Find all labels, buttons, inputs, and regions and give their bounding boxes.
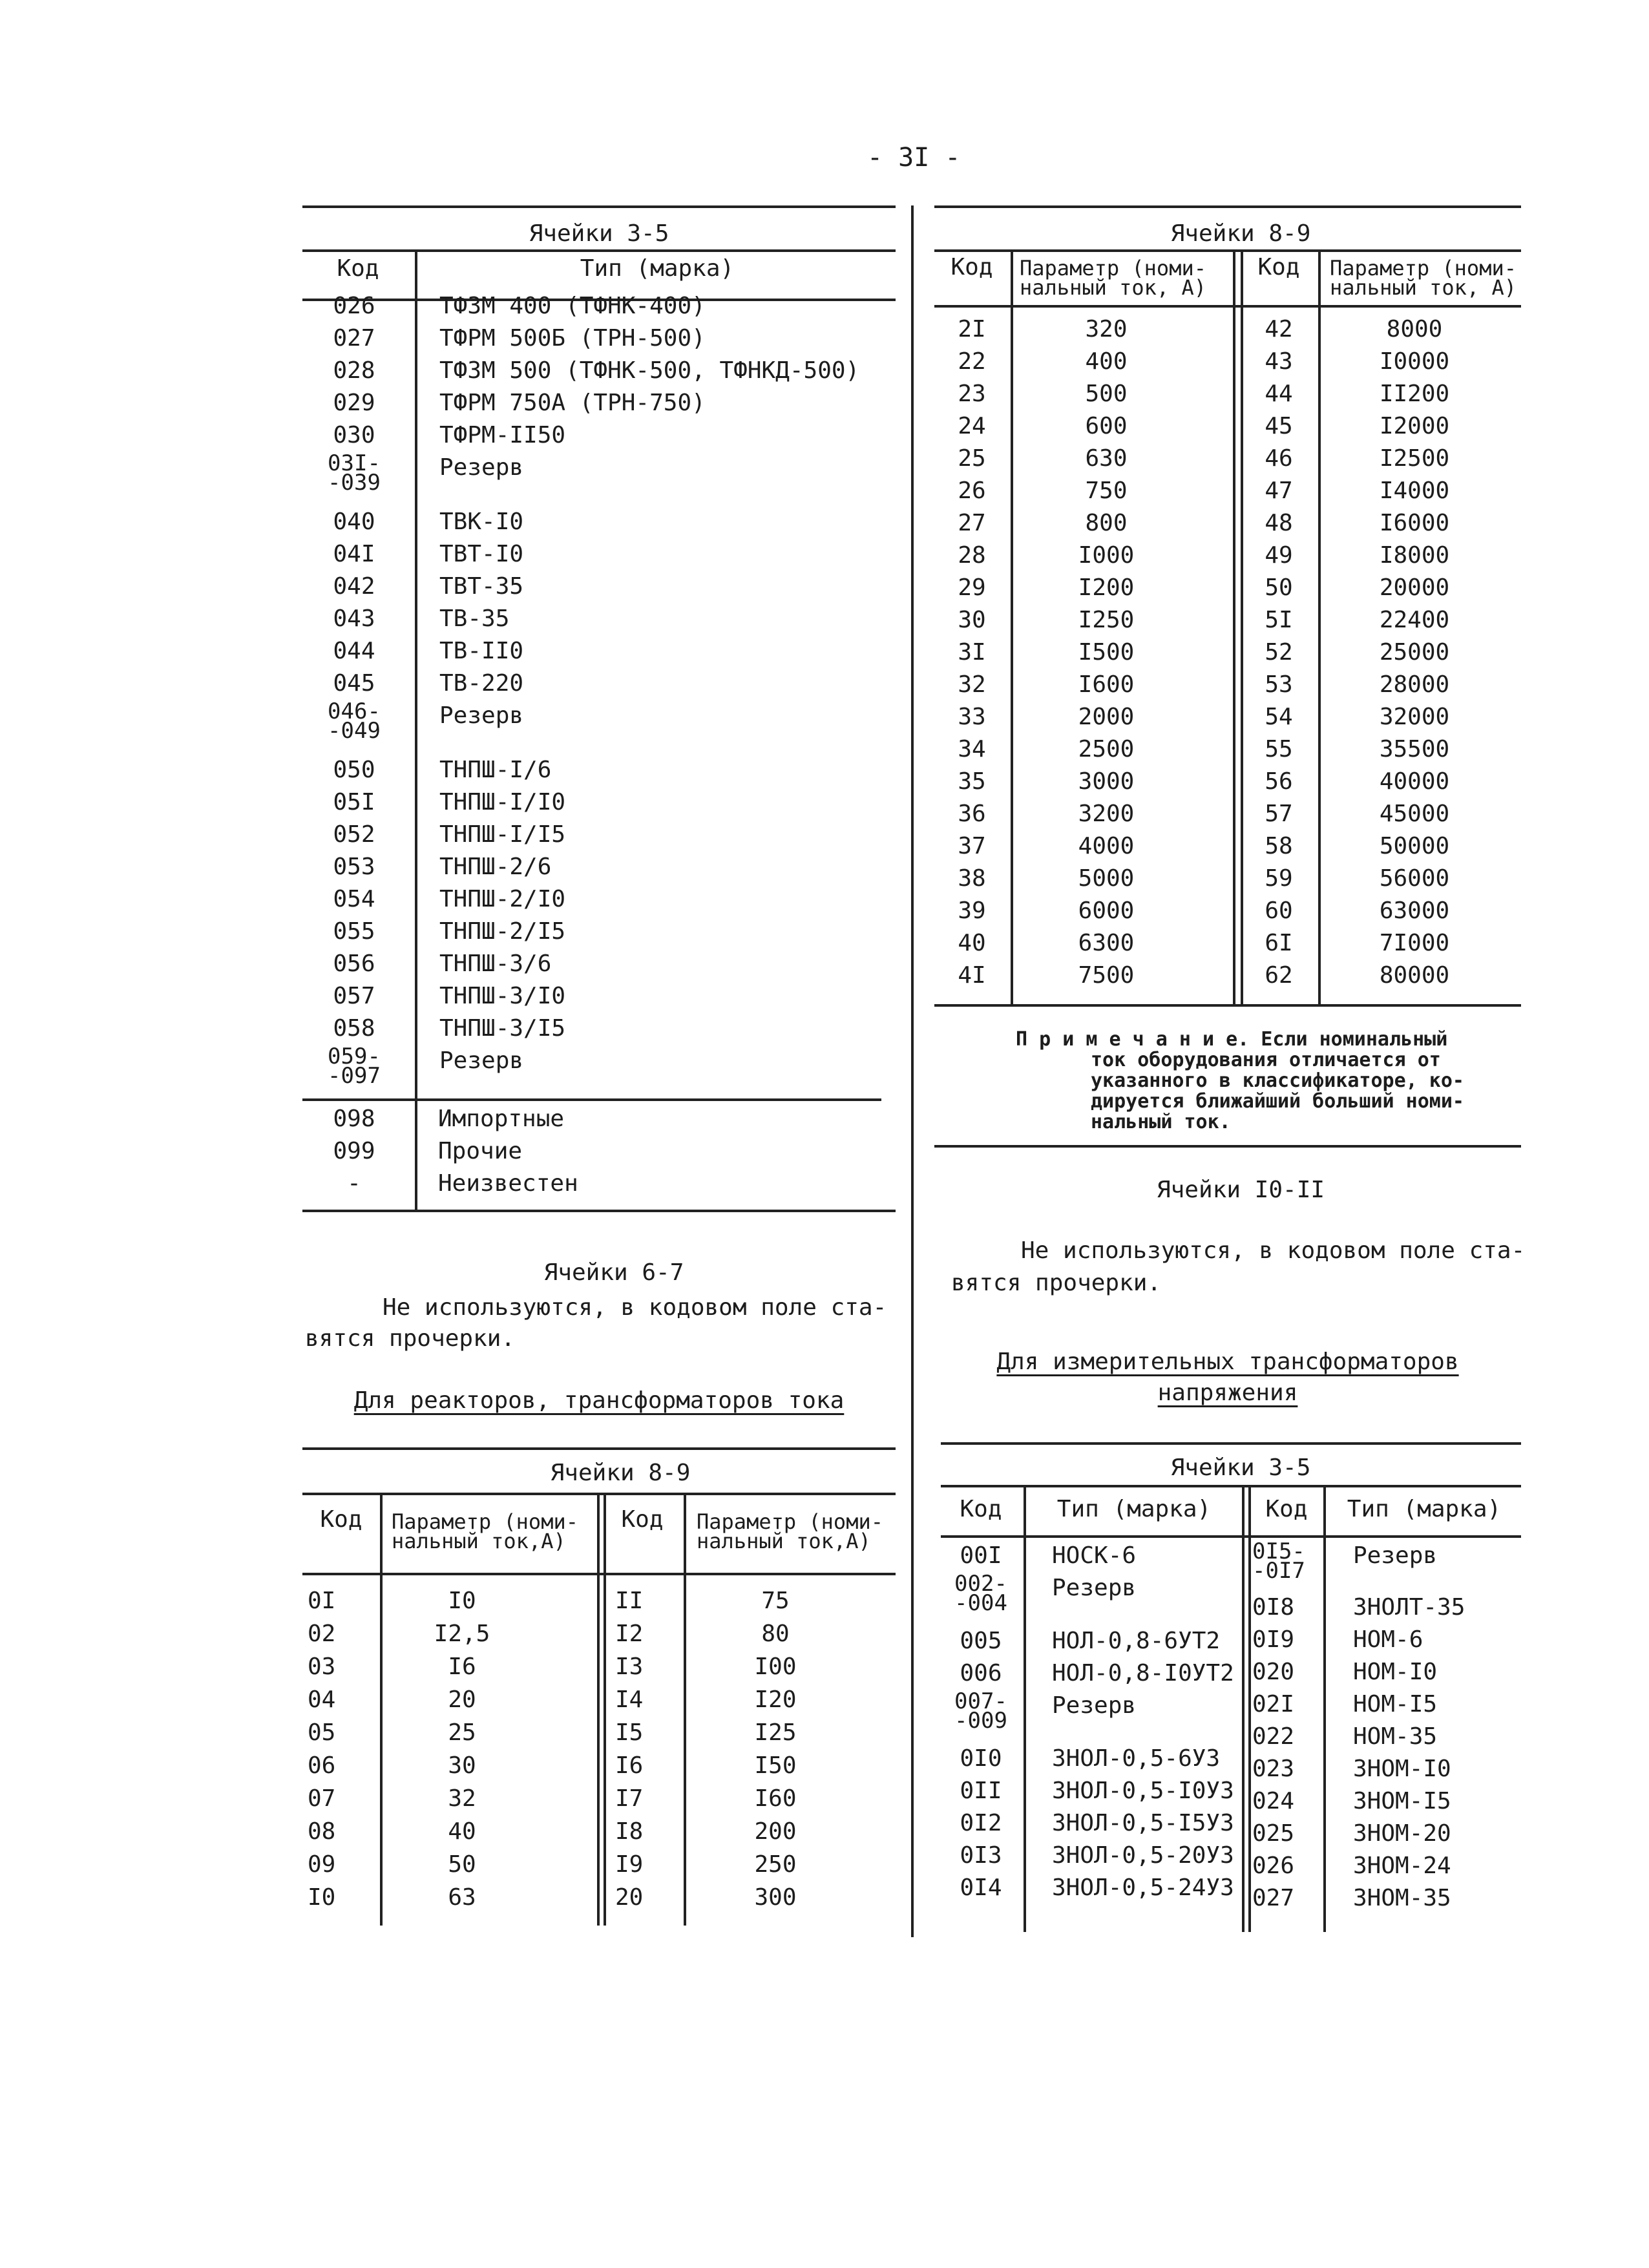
right-t2-code-right: 024 xyxy=(1252,1788,1295,1814)
right-t2-code-right: 025 xyxy=(1252,1820,1295,1847)
left-t2-code-2: I6 xyxy=(615,1752,644,1779)
right-t1-code-2: 60 xyxy=(1265,898,1293,924)
left-t2-top-rule xyxy=(302,1447,896,1450)
right-t1-col-param-1a: Параметр (номи- xyxy=(1020,256,1206,280)
left-t2-code-1: 05 xyxy=(308,1719,336,1746)
right-t1-param-1: I600 xyxy=(1078,671,1135,698)
left-t1-type: ТНПШ-2/6 xyxy=(439,854,552,880)
left-t2-code-2: I4 xyxy=(615,1686,644,1713)
right-t1-code-2: 48 xyxy=(1265,510,1293,536)
right-t2-code-right: 020 xyxy=(1252,1659,1295,1685)
right-section-title-2: напряжения xyxy=(1157,1380,1298,1406)
right-note-line-4: дируется ближайший больший номи- xyxy=(1091,1090,1464,1113)
right-t1-code-2: 45 xyxy=(1265,413,1293,439)
right-t1-param-1: 4000 xyxy=(1078,833,1135,859)
left-t2-code-1: 0I xyxy=(308,1588,336,1614)
right-t2-header-rule xyxy=(941,1535,1521,1538)
right-t1-param-1: 320 xyxy=(1085,316,1128,342)
left-t2-divider-3 xyxy=(684,1493,686,1926)
left-t2-col-param-2a: Параметр (номи- xyxy=(697,1509,883,1534)
right-t2-code-left: 0I3 xyxy=(960,1842,1002,1869)
left-t1-code: 04I xyxy=(333,541,375,567)
left-t2-param-1: 30 xyxy=(448,1752,476,1779)
right-t1-code-2: 53 xyxy=(1265,671,1293,698)
right-t2-divider-1 xyxy=(1024,1485,1026,1932)
right-t2-type-left: ЗНОЛ-0,5-I0У3 xyxy=(1052,1778,1234,1804)
left-t1-type: ТФЗМ 500 (ТФНК-500, ТФНКД-500) xyxy=(439,357,860,384)
right-t2-code-left: 0II xyxy=(960,1778,1002,1804)
right-t1-code-2: 52 xyxy=(1265,639,1293,666)
right-t2-code-right: 022 xyxy=(1252,1723,1295,1750)
left-t2-param-1: 50 xyxy=(448,1851,476,1878)
right-t1-heading-rule xyxy=(934,249,1521,252)
right-t1-param-2: 7I000 xyxy=(1379,930,1450,956)
left-t1-type: ТНПШ-2/I0 xyxy=(439,886,566,912)
left-t2-divider-2a xyxy=(597,1493,600,1926)
right-t1-param-2: 63000 xyxy=(1379,898,1450,924)
left-t1-extra-type: Неизвестен xyxy=(438,1170,578,1197)
left-t2-code-1: 03 xyxy=(308,1654,336,1680)
right-t1-param-2: 32000 xyxy=(1379,704,1450,730)
left-t2-code-1: 02 xyxy=(308,1621,336,1647)
right-t1-heading: Ячейки 8-9 xyxy=(1170,220,1311,247)
left-t2-param-1: I0 xyxy=(448,1588,476,1614)
right-t2-code-right: 0I8 xyxy=(1252,1594,1295,1621)
right-t1-code-2: 50 xyxy=(1265,574,1293,601)
right-t2-type-right: ЗНОМ-I0 xyxy=(1353,1756,1451,1782)
left-t2-code-1: 06 xyxy=(308,1752,336,1779)
left-t1-code: 059- -097 xyxy=(328,1044,381,1089)
left-t2-divider-2b xyxy=(604,1493,606,1926)
left-t1-code: 057 xyxy=(333,983,375,1009)
right-t1-code-2: 49 xyxy=(1265,542,1293,569)
right-t2-code-left: 007- -009 xyxy=(954,1688,1007,1734)
left-t2-param-2: 75 xyxy=(761,1588,790,1614)
left-t1-type: ТНПШ-3/6 xyxy=(439,950,552,977)
page-number: - 3I - xyxy=(867,143,961,173)
right-t1-code-2: 62 xyxy=(1265,962,1293,989)
right-t1-param-1: 3200 xyxy=(1078,801,1135,827)
right-t1-param-1: 5000 xyxy=(1078,865,1135,892)
right-t1-col-code-2: Код xyxy=(1257,254,1300,280)
left-t1-type: ТНПШ-I/6 xyxy=(439,757,552,783)
right-t1-code-2: 46 xyxy=(1265,445,1293,472)
left-t2-param-2: 80 xyxy=(761,1621,790,1647)
left-t1-type: ТНПШ-3/I5 xyxy=(439,1015,566,1042)
right-t1-code-1: 26 xyxy=(958,478,986,504)
right-cells1011-text-2: вятся прочерки. xyxy=(951,1270,1162,1296)
left-t1-type: ТВ-II0 xyxy=(439,638,524,664)
right-t1-code-1: 39 xyxy=(958,898,986,924)
right-t1-code-2: 42 xyxy=(1265,316,1293,342)
left-t1-bottom-rule xyxy=(302,1210,896,1212)
left-t2-param-1: 32 xyxy=(448,1785,476,1812)
right-t2-type-left: ЗНОЛ-0,5-24У3 xyxy=(1052,1874,1234,1901)
right-t1-header-rule xyxy=(934,305,1521,308)
left-t2-code-2: I8 xyxy=(615,1818,644,1845)
right-t2-col-code-1: Код xyxy=(960,1496,1002,1522)
right-t2-code-right: 023 xyxy=(1252,1756,1295,1782)
left-t2-code-1: I0 xyxy=(308,1884,336,1911)
right-t1-param-2: 50000 xyxy=(1379,833,1450,859)
left-t1-extra-rule xyxy=(302,1098,881,1101)
right-t1-code-1: 35 xyxy=(958,768,986,795)
right-note-line-5: нальный ток. xyxy=(1091,1111,1231,1133)
right-t1-col-param-2a: Параметр (номи- xyxy=(1330,256,1517,280)
left-t2-code-1: 09 xyxy=(308,1851,336,1878)
right-t1-param-1: 600 xyxy=(1085,413,1128,439)
right-t1-code-1: 34 xyxy=(958,736,986,762)
left-t1-code: 027 xyxy=(333,325,375,352)
left-t1-type: ТФРМ-II50 xyxy=(439,422,566,448)
right-t1-code-1: 24 xyxy=(958,413,986,439)
left-t2-param-2: 250 xyxy=(754,1851,797,1878)
left-t1-type: ТФРМ 750А (ТРН-750) xyxy=(439,390,706,416)
left-t2-heading: Ячейки 8-9 xyxy=(550,1460,691,1486)
left-t2-param-1: I2,5 xyxy=(434,1621,490,1647)
right-t1-param-1: 2000 xyxy=(1078,704,1135,730)
left-t1-extra-code: 099 xyxy=(333,1138,375,1164)
right-cells1011-heading: Ячейки I0-II xyxy=(1156,1177,1325,1203)
right-t1-code-2: 59 xyxy=(1265,865,1293,892)
left-t2-code-2: I9 xyxy=(615,1851,644,1878)
left-t1-type: Резерв xyxy=(439,702,524,729)
left-t2-divider-1 xyxy=(380,1493,383,1926)
left-t1-top-rule xyxy=(302,205,896,208)
left-cells67-text-2: вятся прочерки. xyxy=(305,1325,516,1352)
right-t1-code-2: 56 xyxy=(1265,768,1293,795)
right-t2-code-left: 002- -004 xyxy=(954,1571,1007,1616)
right-t1-code-2: 43 xyxy=(1265,348,1293,375)
left-t1-extra-type: Импортные xyxy=(438,1106,565,1132)
right-t2-type-right: ЗНОМ-24 xyxy=(1353,1853,1451,1879)
left-t1-code: 028 xyxy=(333,357,375,384)
left-t1-col-type: Тип (марка) xyxy=(580,255,735,282)
right-t1-param-2: 28000 xyxy=(1379,671,1450,698)
right-t2-heading-rule xyxy=(941,1485,1521,1487)
right-t1-code-2: 5I xyxy=(1265,607,1293,633)
left-t1-extra-type: Прочие xyxy=(438,1138,523,1164)
left-t1-code: 045 xyxy=(333,670,375,697)
right-note-line-2: ток оборудования отличается от xyxy=(1091,1049,1441,1071)
right-note-line-1: П р и м е ч а н и е. Если номинальный xyxy=(1016,1028,1448,1051)
right-t1-param-2: II200 xyxy=(1379,381,1450,407)
right-t1-param-1: 6300 xyxy=(1078,930,1135,956)
right-t2-code-left: 006 xyxy=(960,1660,1002,1686)
right-t1-top-rule xyxy=(934,205,1521,208)
right-t1-param-1: 7500 xyxy=(1078,962,1135,989)
left-t1-type: ТВТ-I0 xyxy=(439,541,524,567)
right-t2-code-right: 02I xyxy=(1252,1691,1295,1717)
left-t1-code: 055 xyxy=(333,918,375,945)
right-t1-param-2: 80000 xyxy=(1379,962,1450,989)
left-t1-code: 030 xyxy=(333,422,375,448)
right-t1-param-2: I0000 xyxy=(1379,348,1450,375)
right-t1-param-1: I250 xyxy=(1078,607,1135,633)
right-t1-param-1: 500 xyxy=(1085,381,1128,407)
right-t1-code-1: 33 xyxy=(958,704,986,730)
left-t2-code-1: 08 xyxy=(308,1818,336,1845)
right-t1-code-2: 44 xyxy=(1265,381,1293,407)
right-t1-code-1: 40 xyxy=(958,930,986,956)
right-t1-param-1: 800 xyxy=(1085,510,1128,536)
left-t1-code: 050 xyxy=(333,757,375,783)
left-t2-code-2: I2 xyxy=(615,1621,644,1647)
left-t1-type: ТВК-I0 xyxy=(439,509,524,535)
column-divider xyxy=(911,205,914,1937)
right-t1-col-param-1b: нальный ток, А) xyxy=(1020,275,1206,300)
left-t1-type: Резерв xyxy=(439,1047,524,1074)
right-t2-type-left: Резерв xyxy=(1052,1575,1137,1601)
left-t2-param-2: 300 xyxy=(754,1884,797,1911)
left-t1-code: 054 xyxy=(333,886,375,912)
left-t1-code: 043 xyxy=(333,605,375,632)
left-t2-param-2: I00 xyxy=(754,1654,797,1680)
right-t2-type-left: НОСК-6 xyxy=(1052,1542,1137,1569)
right-t1-code-2: 47 xyxy=(1265,478,1293,504)
left-t2-code-2: I5 xyxy=(615,1719,644,1746)
right-t1-param-1: I200 xyxy=(1078,574,1135,601)
right-t2-code-left: 0I0 xyxy=(960,1745,1002,1772)
right-t2-divider-2b xyxy=(1248,1485,1251,1932)
right-t1-param-2: 25000 xyxy=(1379,639,1450,666)
right-t2-code-right: 0I5- -0I7 xyxy=(1252,1538,1305,1584)
left-t2-col-code-2: Код xyxy=(621,1506,664,1533)
right-t1-code-1: 27 xyxy=(958,510,986,536)
right-t1-code-1: 30 xyxy=(958,607,986,633)
right-t1-code-2: 54 xyxy=(1265,704,1293,730)
right-t2-code-right: 026 xyxy=(1252,1853,1295,1879)
right-t1-code-1: 25 xyxy=(958,445,986,472)
left-t1-code: 040 xyxy=(333,509,375,535)
left-t1-type: ТНПШ-3/I0 xyxy=(439,983,566,1009)
right-note-line-3: указанного в классификаторе, ко- xyxy=(1091,1069,1464,1092)
right-t1-param-1: 2500 xyxy=(1078,736,1135,762)
right-section-title-1: Для измерительных трансформаторов xyxy=(996,1349,1459,1375)
right-t1-code-1: 28 xyxy=(958,542,986,569)
right-t1-param-1: I500 xyxy=(1078,639,1135,666)
right-t1-param-1: 630 xyxy=(1085,445,1128,472)
left-t2-col-param-1b: нальный ток,А) xyxy=(392,1529,566,1553)
left-t2-code-2: I7 xyxy=(615,1785,644,1812)
right-t1-code-1: 3I xyxy=(958,639,986,666)
right-t2-code-left: 0I2 xyxy=(960,1810,1002,1836)
left-t2-param-1: 63 xyxy=(448,1884,476,1911)
left-t1-heading: Ячейки 3-5 xyxy=(529,220,669,247)
right-t2-type-right: НОМ-I5 xyxy=(1353,1691,1438,1717)
right-t2-heading: Ячейки 3-5 xyxy=(1170,1454,1311,1481)
left-t2-param-1: 25 xyxy=(448,1719,476,1746)
left-cells67-heading: Ячейки 6-7 xyxy=(543,1259,684,1286)
right-t1-code-1: 22 xyxy=(958,348,986,375)
left-t1-code: 03I- -039 xyxy=(328,450,381,496)
left-t1-code: 058 xyxy=(333,1015,375,1042)
left-t1-type: ТНПШ-2/I5 xyxy=(439,918,566,945)
right-t2-code-left: 00I xyxy=(960,1542,1002,1569)
right-cells1011-text-1: Не используются, в кодовом поле ста- xyxy=(1021,1237,1526,1264)
right-t2-type-right: НОМ-35 xyxy=(1353,1723,1438,1750)
right-t2-code-left: 0I4 xyxy=(960,1874,1002,1901)
left-t2-param-1: 40 xyxy=(448,1818,476,1845)
left-t1-type: ТВТ-35 xyxy=(439,573,524,600)
right-t2-type-left: ЗНОЛ-0,5-6У3 xyxy=(1052,1745,1221,1772)
right-t1-code-1: 23 xyxy=(958,381,986,407)
right-t2-divider-3 xyxy=(1323,1485,1326,1932)
right-note-rule xyxy=(934,1145,1521,1148)
right-t1-divider-1 xyxy=(1011,249,1013,1005)
left-t1-type: ТФЗМ 400 (ТФНК-400) xyxy=(439,293,706,319)
right-t2-type-left: Резерв xyxy=(1052,1692,1137,1719)
right-t1-param-1: 400 xyxy=(1085,348,1128,375)
right-t2-type-right: ЗНОМ-20 xyxy=(1353,1820,1451,1847)
left-t2-col-code-1: Код xyxy=(320,1506,362,1533)
left-t1-col-divider xyxy=(415,249,417,1211)
right-t1-col-code-1: Код xyxy=(951,254,993,280)
left-t2-code-2: II xyxy=(615,1588,644,1614)
right-t2-code-right: 0I9 xyxy=(1252,1626,1295,1653)
right-t2-col-type-1: Тип (марка) xyxy=(1056,1496,1212,1522)
right-t1-param-1: I000 xyxy=(1078,542,1135,569)
left-t1-type: ТВ-220 xyxy=(439,670,524,697)
right-t1-divider-3 xyxy=(1318,249,1321,1005)
right-t1-code-2: 55 xyxy=(1265,736,1293,762)
right-t1-param-1: 6000 xyxy=(1078,898,1135,924)
left-t1-type: ТФРМ 500Б (ТРН-500) xyxy=(439,325,706,352)
left-t1-extra-code: 098 xyxy=(333,1106,375,1132)
left-t1-code: 029 xyxy=(333,390,375,416)
left-t1-code: 044 xyxy=(333,638,375,664)
right-t1-bottom-rule xyxy=(934,1004,1521,1007)
right-t1-col-param-2b: нальный ток, А) xyxy=(1330,275,1517,300)
right-t2-type-left: ЗНОЛ-0,5-I5У3 xyxy=(1052,1810,1234,1836)
left-t2-code-1: 04 xyxy=(308,1686,336,1713)
right-t2-col-code-2: Код xyxy=(1265,1496,1308,1522)
left-t1-type: ТНПШ-I/I5 xyxy=(439,821,566,848)
right-t2-type-left: НОЛ-0,8-I0УТ2 xyxy=(1052,1660,1234,1686)
right-t2-code-left: 005 xyxy=(960,1628,1002,1654)
left-t2-code-2: I3 xyxy=(615,1654,644,1680)
left-t1-code: 056 xyxy=(333,950,375,977)
right-t2-col-type-2: Тип (марка) xyxy=(1347,1496,1502,1522)
left-t1-code: 026 xyxy=(333,293,375,319)
right-t1-code-1: 37 xyxy=(958,833,986,859)
right-t1-param-2: I8000 xyxy=(1379,542,1450,569)
left-t1-heading-rule xyxy=(302,249,896,252)
left-t1-extra-code: - xyxy=(347,1170,361,1197)
right-t2-top-rule xyxy=(941,1442,1521,1445)
left-t2-col-param-1a: Параметр (номи- xyxy=(392,1509,578,1534)
left-t1-code: 046- -049 xyxy=(328,698,381,744)
right-t2-type-left: ЗНОЛ-0,5-20У3 xyxy=(1052,1842,1234,1869)
right-t1-param-2: 40000 xyxy=(1379,768,1450,795)
right-t1-param-2: 56000 xyxy=(1379,865,1450,892)
left-t2-param-2: I20 xyxy=(754,1686,797,1713)
right-t1-code-1: 36 xyxy=(958,801,986,827)
right-t1-param-1: 3000 xyxy=(1078,768,1135,795)
right-t1-param-2: 20000 xyxy=(1379,574,1450,601)
right-t1-code-1: 38 xyxy=(958,865,986,892)
right-t1-code-1: 2I xyxy=(958,316,986,342)
left-t2-param-2: 200 xyxy=(754,1818,797,1845)
left-t2-param-2: I25 xyxy=(754,1719,797,1746)
right-t2-type-right: Резерв xyxy=(1353,1542,1438,1569)
left-section-title: Для реакторов, трансформаторов тока xyxy=(353,1387,845,1414)
left-t2-param-1: 20 xyxy=(448,1686,476,1713)
right-t2-type-left: НОЛ-0,8-6УТ2 xyxy=(1052,1628,1221,1654)
left-t1-type: Резерв xyxy=(439,454,524,481)
right-t1-code-1: 29 xyxy=(958,574,986,601)
left-t2-param-2: I50 xyxy=(754,1752,797,1779)
left-t1-type: ТНПШ-I/I0 xyxy=(439,789,566,815)
right-t1-param-2: 22400 xyxy=(1379,607,1450,633)
left-cells67-text-1: Не используются, в кодовом поле ста- xyxy=(383,1294,887,1321)
left-t1-type: ТВ-35 xyxy=(439,605,510,632)
right-t1-param-2: I4000 xyxy=(1379,478,1450,504)
right-t1-code-1: 4I xyxy=(958,962,986,989)
right-t1-param-1: 750 xyxy=(1085,478,1128,504)
right-t1-param-2: I6000 xyxy=(1379,510,1450,536)
right-t2-type-right: НОМ-6 xyxy=(1353,1626,1423,1653)
right-t1-param-2: 35500 xyxy=(1379,736,1450,762)
right-t1-param-2: I2500 xyxy=(1379,445,1450,472)
right-t2-type-right: ЗНОМ-35 xyxy=(1353,1885,1451,1911)
right-t2-code-right: 027 xyxy=(1252,1885,1295,1911)
left-t2-param-1: I6 xyxy=(448,1654,476,1680)
right-t1-code-2: 58 xyxy=(1265,833,1293,859)
left-t2-col-param-2b: нальный ток,А) xyxy=(697,1529,871,1553)
left-t2-code-1: 07 xyxy=(308,1785,336,1812)
right-t1-code-2: 57 xyxy=(1265,801,1293,827)
left-t1-code: 052 xyxy=(333,821,375,848)
left-t1-code: 053 xyxy=(333,854,375,880)
left-t1-code: 05I xyxy=(333,789,375,815)
left-t1-code: 042 xyxy=(333,573,375,600)
right-t2-type-right: ЗНОЛТ-35 xyxy=(1353,1594,1465,1621)
left-t2-param-2: I60 xyxy=(754,1785,797,1812)
right-t2-type-right: ЗНОМ-I5 xyxy=(1353,1788,1451,1814)
left-t1-col-code: Код xyxy=(337,255,379,282)
right-t1-divider-2a xyxy=(1233,249,1235,1005)
right-t2-divider-2a xyxy=(1242,1485,1245,1932)
right-t1-code-1: 32 xyxy=(958,671,986,698)
right-t1-param-2: 45000 xyxy=(1379,801,1450,827)
right-t1-param-2: 8000 xyxy=(1386,316,1443,342)
left-t2-code-2: 20 xyxy=(615,1884,644,1911)
right-t1-code-2: 6I xyxy=(1265,930,1293,956)
right-t1-param-2: I2000 xyxy=(1379,413,1450,439)
right-t2-type-right: НОМ-I0 xyxy=(1353,1659,1438,1685)
